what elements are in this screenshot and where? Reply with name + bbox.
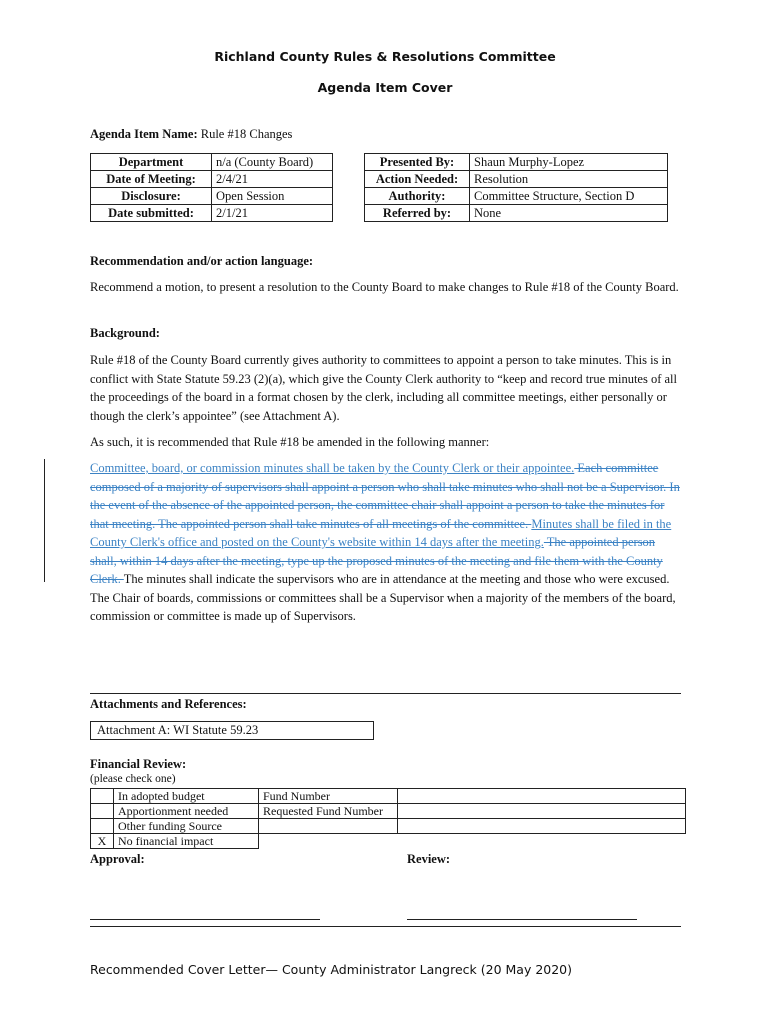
meta-value: None — [470, 205, 668, 222]
inserted-text: Minutes shall be filed in the County Clerk's office and posted on the County's website within 14 days after the meeting. — [90, 516, 672, 549]
table-row — [91, 834, 686, 849]
option-label: In adopted budget — [114, 789, 259, 804]
amendment-text — [90, 459, 680, 626]
agenda-item-name — [90, 127, 292, 142]
check-cell[interactable] — [91, 819, 114, 834]
recommendation-heading: Recommendation and/or action language: — [90, 254, 314, 268]
meta-label: Date of Meeting: — [91, 171, 212, 188]
agenda-item-value: Rule #18 Changes — [200, 127, 293, 141]
financial-heading: Financial Review: — [90, 757, 187, 771]
meta-table-left — [90, 153, 333, 222]
meta-row — [365, 154, 668, 171]
field-label: Requested Fund Number — [259, 804, 398, 819]
document-title: Richland County Rules & Resolutions Committee — [214, 49, 556, 64]
meta-value: Shaun Murphy-Lopez — [470, 154, 668, 171]
field-value[interactable] — [398, 819, 686, 834]
approval-signature-line[interactable] — [90, 918, 320, 920]
meta-label: Action Needed: — [365, 171, 470, 188]
change-bar — [44, 459, 45, 582]
meta-value: 2/1/21 — [212, 205, 333, 222]
field-label — [259, 834, 398, 849]
meta-label: Presented By: — [365, 154, 470, 171]
meta-value: n/a (County Board) — [212, 154, 333, 171]
meta-value: Open Session — [212, 188, 333, 205]
meta-label: Disclosure: — [91, 188, 212, 205]
meta-row — [365, 171, 668, 188]
attachment-item: Attachment A: WI Statute 59.23 — [90, 721, 374, 740]
meta-row — [91, 154, 333, 171]
meta-row — [365, 205, 668, 222]
table-row — [91, 819, 686, 834]
background-heading: Background: — [90, 326, 160, 340]
review-label: Review: — [407, 852, 451, 866]
meta-row — [91, 171, 333, 188]
inserted-text: Committee, board, or commission minutes shall be taken by the County Clerk or their appointee. — [90, 461, 575, 475]
footer-divider — [90, 926, 681, 927]
unchanged-text: The minutes shall indicate the supervisors who are in attendance at the meeting and those who were excused. The Chair of boards, commissions or committees shall be a Supervisor when a majority of the members of the board, commission or committee is made up of Supervisors. — [90, 572, 676, 623]
field-value[interactable] — [398, 804, 686, 819]
meta-row — [365, 188, 668, 205]
deleted-text: The appointed person shall, within 14 days after the meeting, type up the proposed minutes of the meeting and file them with the County Clerk. — [90, 535, 663, 586]
approval-label: Approval: — [90, 852, 145, 866]
meta-row — [91, 205, 333, 222]
check-cell[interactable] — [91, 804, 114, 819]
review-signature-line[interactable] — [407, 918, 637, 920]
option-label: Apportionment needed — [114, 804, 259, 819]
recommendation-text: Recommend a motion, to present a resolution to the County Board to make changes to Rule #18 of the County Board. — [90, 280, 679, 294]
meta-value: Resolution — [470, 171, 668, 188]
table-row — [91, 804, 686, 819]
meta-label: Department — [91, 154, 212, 171]
footer-text: Recommended Cover Letter— County Administrator Langreck (20 May 2020) — [90, 962, 573, 977]
meta-value: 2/4/21 — [212, 171, 333, 188]
field-value — [398, 834, 686, 849]
field-label — [259, 819, 398, 834]
meta-label: Date submitted: — [91, 205, 212, 222]
check-cell[interactable]: X — [91, 834, 114, 849]
deleted-text: Each committee composed of a majority of supervisors shall appoint a person who shall take minutes who shall not be a Supervisor. In the event of the absence of the appointed person, the committee chair shall appoint a person to take the minutes for that meeting. The appointed person shall take minutes of all meetings of the committee. — [90, 461, 680, 531]
meta-value: Committee Structure, Section D — [470, 188, 668, 205]
check-cell[interactable] — [91, 789, 114, 804]
attachments-heading: Attachments and References: — [90, 697, 247, 711]
financial-table — [90, 788, 686, 849]
section-divider — [90, 693, 681, 694]
option-label: No financial impact — [114, 834, 259, 849]
meta-label: Authority: — [365, 188, 470, 205]
field-value[interactable] — [398, 789, 686, 804]
financial-note: (please check one) — [90, 773, 176, 785]
meta-label: Referred by: — [365, 205, 470, 222]
meta-table-right — [364, 153, 668, 222]
option-label: Other funding Source — [114, 819, 259, 834]
table-row — [91, 789, 686, 804]
agenda-item-label: Agenda Item Name: — [90, 127, 198, 141]
background-paragraph: Rule #18 of the County Board currently gives authority to committees to appoint a person to take minutes. This is in conflict with State Statute 59.23 (2)(a), which give the County Clerk authority to “keep and record true minutes of all the proceedings of the board in a format chosen by the clerk, including all committee meetings, either personally or though the clerk’s appointee” (see Attachment A). — [90, 353, 677, 423]
amendment-intro: As such, it is recommended that Rule #18 be amended in the following manner: — [90, 435, 490, 449]
meta-row — [91, 188, 333, 205]
field-label: Fund Number — [259, 789, 398, 804]
document-subtitle: Agenda Item Cover — [317, 80, 453, 95]
